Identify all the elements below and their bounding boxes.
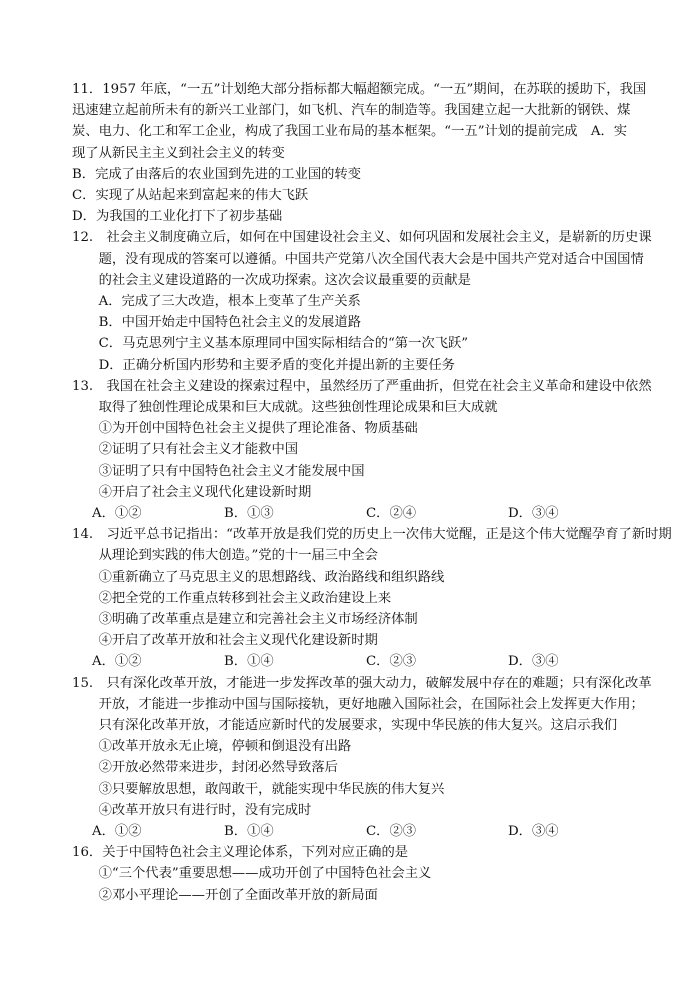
question-13-statement-1: ①为开创中国特色社会主义提供了理论准备、物质基础 — [72, 421, 418, 437]
question-11-stem-line: 11．1957 年底，“一五”计划绝大部分指标都大幅超额完成。“一五”期间，在苏联的援助下，我国 — [72, 82, 647, 97]
question-15 — [72, 673, 672, 843]
question-11 — [72, 79, 672, 227]
question-14-choice-c: C．②③ — [366, 654, 417, 670]
question-15-choice-c: C．②③ — [366, 824, 417, 840]
question-14-statement-2: ②把全党的工作重点转移到社会主义政治建设上来 — [72, 590, 392, 606]
question-12-option-c: C．马克思列宁主义基本原理同中国实际相结合的“第一次飞跃” — [72, 336, 469, 352]
question-12-stem-line: 的社会主义建设道路的一次成功探索。这次会议最重要的贡献是 — [72, 272, 471, 288]
question-16 — [72, 842, 672, 906]
question-11-option-d: D．为我国的工业化打下了初步基础 — [72, 209, 283, 225]
question-13-statement-4: ④开启了社会主义现代化建设新时期 — [72, 484, 312, 500]
question-15-stem-line: 只有深化改革开放，才能适应新时代的发展要求，实现中华民族的伟大复兴。这启示我们 — [72, 718, 618, 734]
question-12-stem-line: 题，没有现成的答案可以遵循。中国共产党第八次全国代表大会是中国共产党对适合中国国情 — [72, 251, 644, 267]
question-13-stem-line: 取得了独创性理论成果和巨大成就。这些独创性理论成果和巨大成就 — [72, 400, 498, 416]
question-11-stem-line: 迅速建立起前所未有的新兴工业部门，如飞机、汽车的制造等。我国建立起一大批新的钢铁、煤 — [72, 103, 631, 119]
question-13-choices — [72, 503, 672, 524]
question-12-option-d: D．正确分析国内形势和主要矛盾的变化并提出新的主要任务 — [72, 357, 455, 373]
question-15-statement-3: ③只要解放思想，敢闯敢干，就能实现中华民族的伟大复兴 — [72, 781, 445, 797]
question-14 — [72, 524, 672, 672]
question-15-choices — [72, 821, 672, 842]
question-11-stem-line: 现了从新民主主义到社会主义的转变 — [72, 145, 285, 161]
question-15-statement-2: ②开放必然带来进步，封闭必然导致落后 — [72, 760, 338, 776]
question-15-statement-1: ①改革开放永无止境，停顿和倒退没有出路 — [72, 739, 352, 755]
question-16-statement-2: ②邓小平理论——开创了全面改革开放的新局面 — [72, 887, 378, 903]
question-13-choice-c: C．②④ — [366, 506, 417, 522]
question-13-choice-b: B．①③ — [224, 506, 274, 522]
question-11-stem-line: 炭、电力、化工和军工企业，构成了我国工业布局的基本框架。“一五”计划的提前完成 A．实 — [72, 124, 628, 140]
question-15-choice-b: B．①④ — [224, 824, 274, 840]
question-14-statement-4: ④开启了改革开放和社会主义现代化建设新时期 — [72, 633, 378, 649]
question-14-choices — [72, 651, 672, 672]
question-15-stem-line: 开放，才能进一步推动中国与国际接轨，更好地融入国际社会，在国际社会上发挥更大作用； — [72, 696, 644, 712]
question-15-stem-line: 15. 只有深化改革开放，才能进一步发挥改革的强大动力，破解发展中存在的难题；只有深化改革 — [72, 675, 652, 691]
question-16-stem-line: 16．关于中国特色社会主义理论体系，下列对应正确的是 — [72, 845, 409, 861]
question-13-choice-a: A．①② — [92, 506, 142, 522]
question-15-statement-4: ④改革开放只有进行时，没有完成时 — [72, 802, 312, 818]
exam-page — [72, 79, 672, 906]
question-14-stem-line: 从理论到实践的伟大创造。”党的十一届三中全会 — [72, 548, 378, 564]
question-13 — [72, 376, 672, 524]
question-13-statement-2: ②证明了只有社会主义才能救中国 — [72, 442, 299, 458]
question-15-choice-d: D．③④ — [508, 824, 559, 840]
question-12-stem-line: 12. 社会主义制度确立后，如何在中国建设社会主义、如何巩固和发展社会主义，是崭新的历史课 — [72, 230, 652, 246]
question-14-statement-1: ①重新确立了马克思主义的思想路线、政治路线和组织路线 — [72, 569, 445, 585]
question-12-option-a: A．完成了三大改造，根本上变革了生产关系 — [72, 294, 361, 310]
question-14-choice-d: D．③④ — [508, 654, 559, 670]
question-11-option-c: C．实现了从站起来到富起来的伟大飞跃 — [72, 188, 309, 204]
question-13-choice-d: D．③④ — [508, 506, 559, 522]
question-14-stem-line: 14. 习近平总书记指出：“改革开放是我们党的历史上一次伟大觉醒，正是这个伟大觉醒孕育了新时期 — [72, 527, 672, 543]
question-13-stem-line: 13. 我国在社会主义建设的探索过程中，虽然经历了严重曲折，但党在社会主义革命和建设中依然 — [72, 378, 652, 394]
question-14-choice-b: B．①④ — [224, 654, 274, 670]
question-14-statement-3: ③明确了改革重点是建立和完善社会主义市场经济体制 — [72, 612, 418, 628]
question-15-choice-a: A．①② — [92, 824, 142, 840]
question-14-choice-a: A．①② — [92, 654, 142, 670]
question-12-option-b: B．中国开始走中国特色社会主义的发展道路 — [72, 315, 362, 331]
question-12 — [72, 227, 672, 375]
question-13-statement-3: ③证明了只有中国特色社会主义才能发展中国 — [72, 463, 365, 479]
question-11-option-b: B．完成了由落后的农业国到先进的工业国的转变 — [72, 166, 362, 182]
question-16-statement-1: ①“三个代表”重要思想——成功开创了中国特色社会主义 — [72, 866, 432, 882]
